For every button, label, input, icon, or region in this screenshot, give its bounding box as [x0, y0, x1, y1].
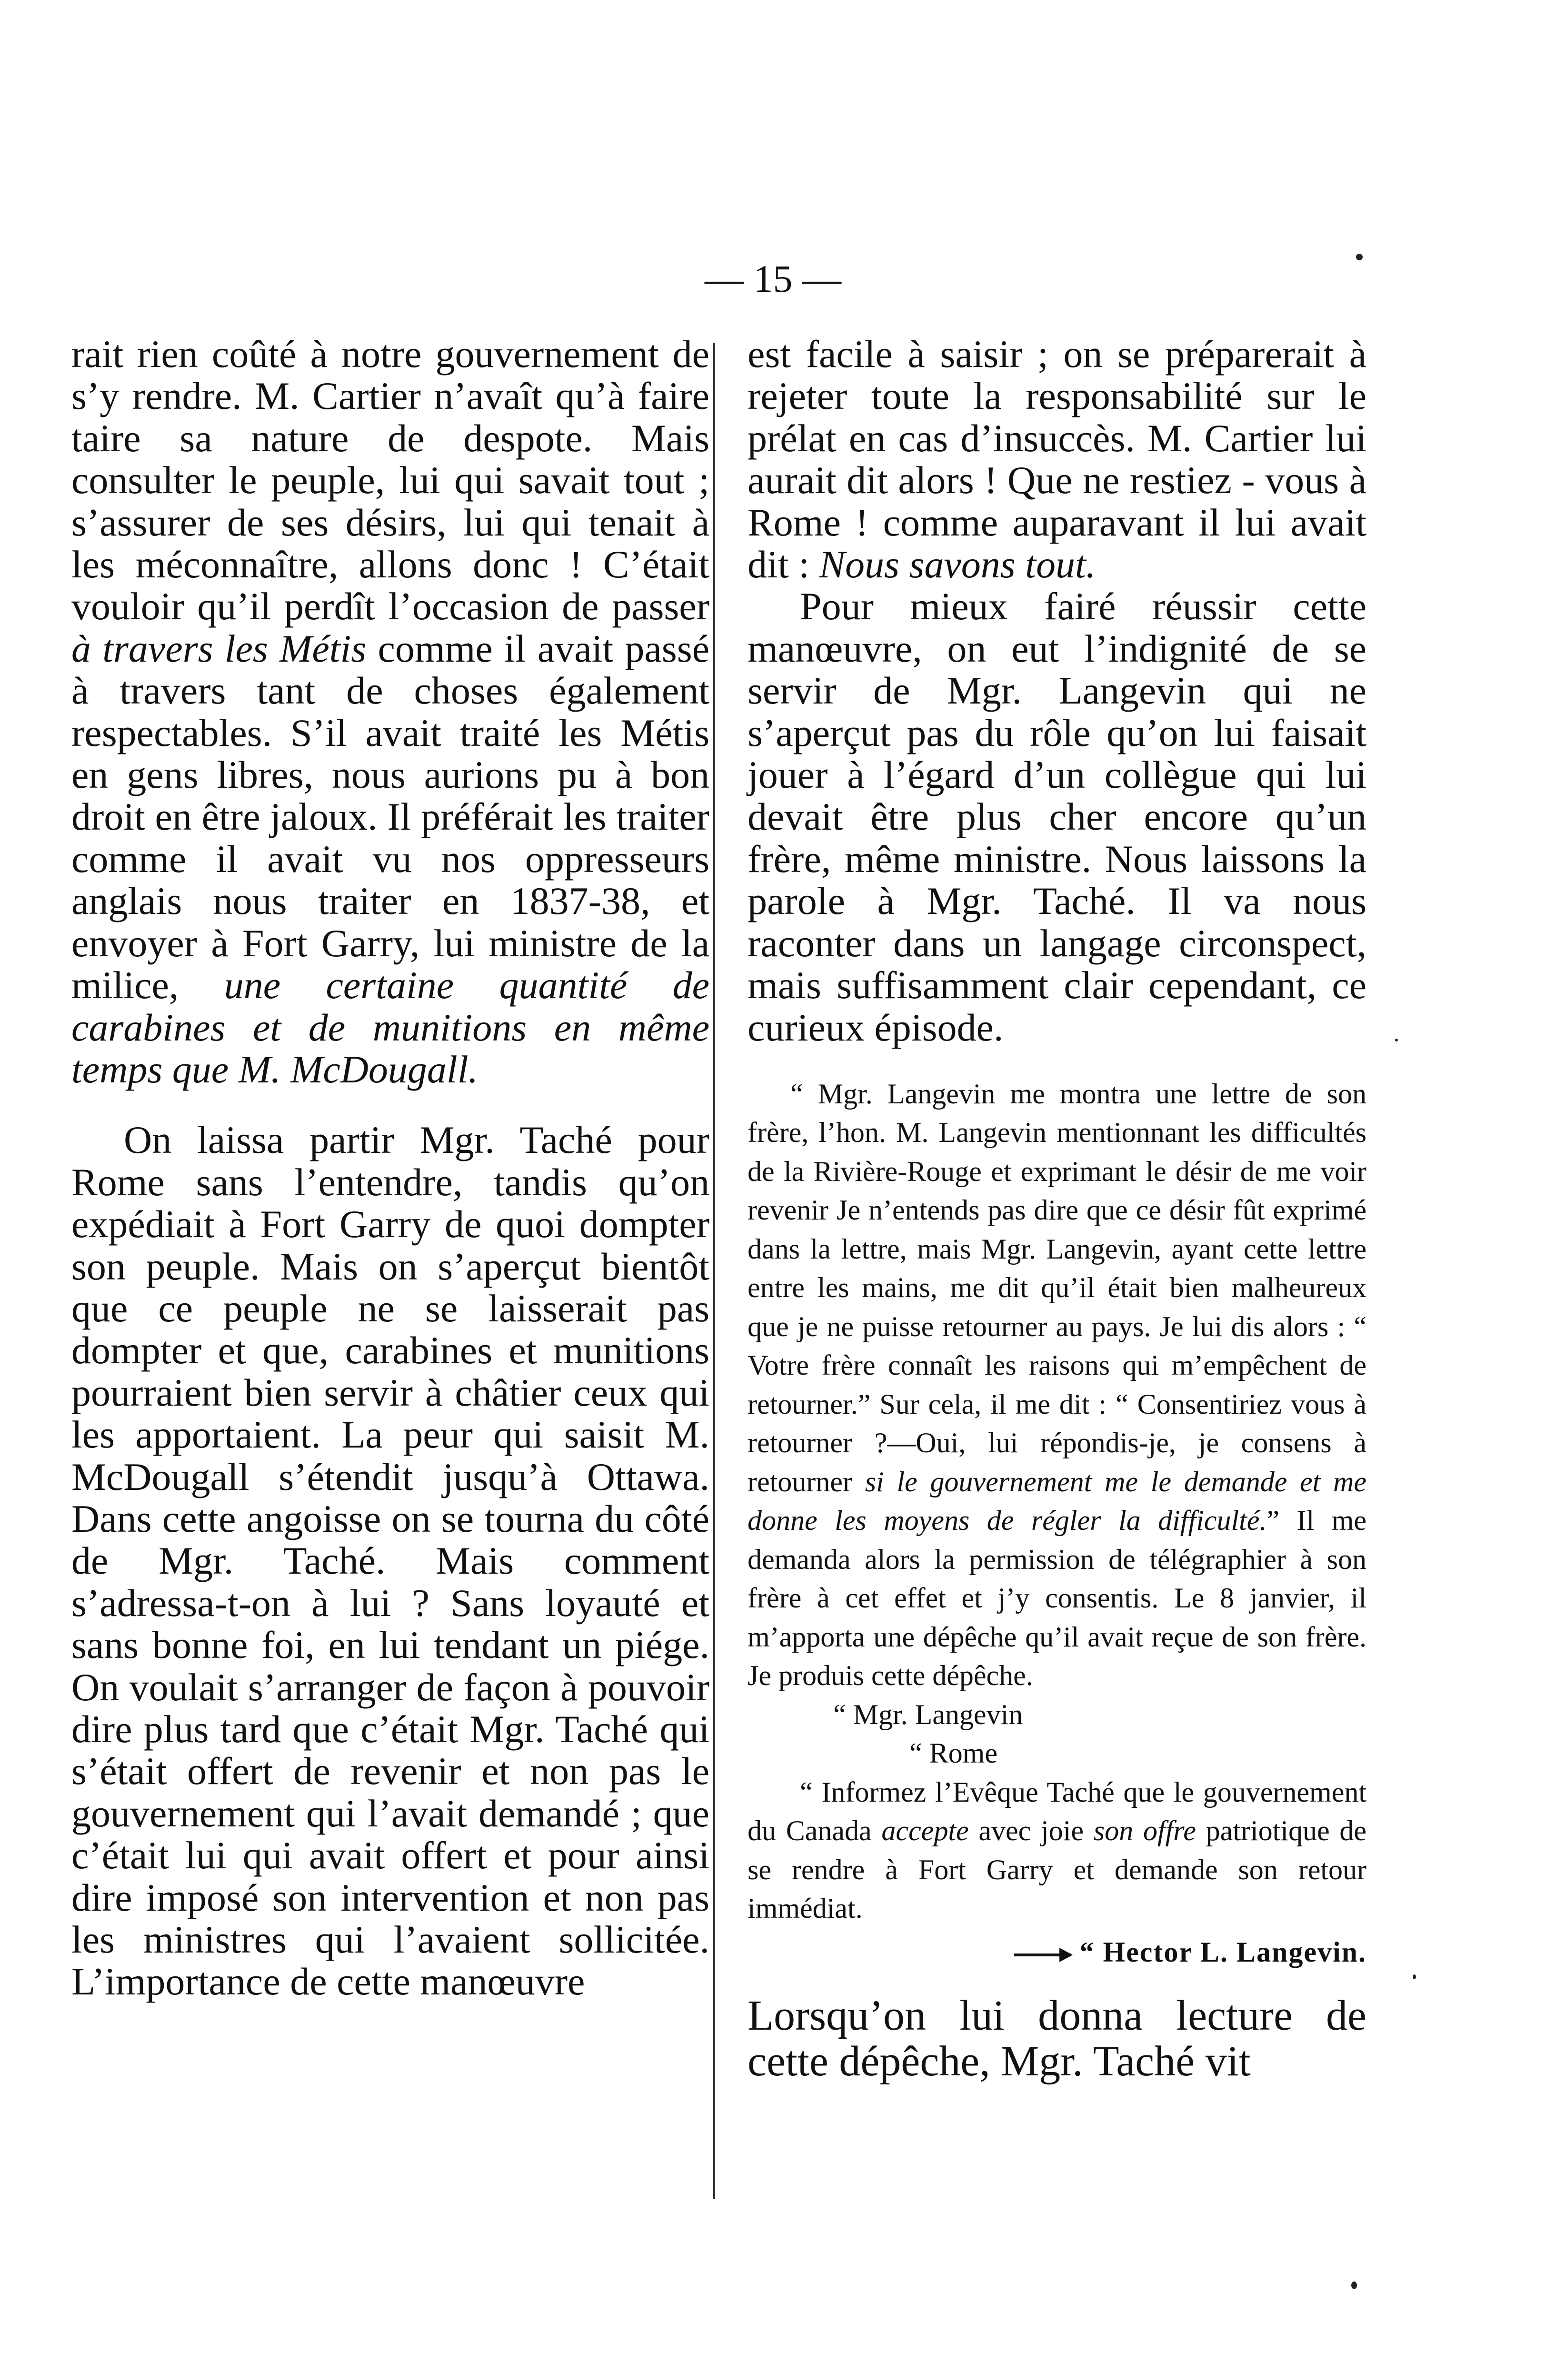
italic-text: à travers les Métis: [71, 626, 367, 670]
telegram-address: “ Rome: [909, 1737, 997, 1769]
paragraph-text: comme il avait passé à travers tant de choses également respectables. S’il avait traité les Métis en gens libres, nous aurions pu à bon droit en être jaloux. Il préférait les traiter comme il avait vu nos oppresseurs anglais nous traiter en 1837-38, et envoyer à Fort Garry, lui ministre de la milice,: [71, 626, 709, 1007]
paragraph: Pour mieux fairé réussir cette manœuvre, on eut l’indignité de se servir de Mgr. Langevin qui ne s’aperçut pas du rôle qu’on lui faisait jouer à l’égard d’un collègue qui lui devait être plus cher encore qu’un frère, même ministre. Nous laissons la parole à Mgr. Taché. Il va nous raconter dans un langage circonspect, mais suffisamment clair cependant, ce curieux épisode.: [748, 585, 1366, 1049]
quote-text: avec joie: [968, 1815, 1094, 1847]
ink-speck: [1351, 2281, 1357, 2289]
page-number: — 15 —: [705, 257, 841, 300]
telegram-text: [748, 1773, 1366, 1928]
italic-text: si le gouvernement me le demande et me donne les moyens de régler la difficulté.: [748, 1466, 1367, 1537]
left-column: [71, 333, 709, 2003]
quote-text: “ Informez l’Evêque Taché que le gouvernement du Canada: [748, 1776, 1366, 1847]
italic-text: une certaine quantité de carabines et de munitions en même temps que M. McDougall.: [71, 963, 709, 1091]
paragraph: On laissa partir Mgr. Taché pour Rome sans l’entendre, tandis qu’on expédiait à Fort Garry de quoi dompter son peuple. Mais on s’aperçut bientôt que ce peuple ne se laisserait pas dompter et que, carabines et munitions pourraient bien servir à châtier ceux qui les apportaient. La peur qui saisit M. McDougall s’étendit jusqu’à Ottawa. Dans cette angoisse on se tourna du côté de Mgr. Taché. Mais comment s’adressa-t-on à lui ? Sans loyauté et sans bonne foi, en lui tendant un piége. On voulait s’arranger de façon à pouvoir dire plus tard que c’était Mgr. Taché qui s’était offert de revenir et non pas le gouvernement qui l’avait demandé ; que c’était lui qui avait offert et pour ainsi dire imposé son intervention et non pas les ministres qui l’avaient sollicitée. L’importance de cette manœuvre: [71, 1118, 709, 2003]
telegram-address: “ Mgr. Langevin: [833, 1698, 1023, 1730]
ink-speck: [1395, 1039, 1398, 1041]
paragraph-text: rait rien coûté à notre gouvernement de s’y rendre. M. Cartier n’avaît qu’à faire taire sa nature de despote. Mais consulter le peuple, lui qui savait tout ; s’assurer de ses désirs, lui qui tenait à les méconnaître, allons donc ! C’était vouloir qu’il perdît l’occasion de passer: [71, 332, 709, 628]
ink-speck: [1356, 254, 1363, 260]
quote-text: patriotique de se rendre à Fort Garry et demande son retour immédiat.: [748, 1815, 1366, 1924]
paragraph: [71, 333, 709, 1091]
paragraph: [748, 333, 1366, 585]
paragraph-text: est facile à saisir ; on se préparerait à rejeter toute la responsabilité sur le prélat en cas d’insuccès. M. Cartier lui aurait dit alors ! Que ne restiez - vous à Rome ! comme auparavant il lui avait dit :: [748, 332, 1366, 586]
italic-text: Nous savons tout.: [819, 543, 1096, 586]
italic-text: son offre: [1093, 1815, 1196, 1847]
quote-text: ” Il me demanda alors la permission de télégraphier à son frère à cet effet et j’y consentis. Le 8 janvier, il m’apporta une dépêche qu’il avait reçue de son frère. Je produis cette dépêche.: [748, 1505, 1366, 1692]
signature: [748, 1933, 1366, 1972]
pointing-hand-icon: [1014, 1954, 1071, 1956]
ink-speck: [1413, 1974, 1416, 1979]
right-column: [748, 333, 1366, 2084]
signature-text: “ Hector L. Langevin.: [1079, 1936, 1366, 1968]
quote-text: “ Mgr. Langevin me montra une lettre de son frère, l’hon. M. Langevin mentionnant les difficultés de la Rivière-Rouge et exprimant le désir de me voir revenir Je n’entends pas dire que ce désir fût exprimé dans la lettre, mais Mgr. Langevin, ayant cette lettre entre les mains, me dit qu’il était bien malheureux que je ne puisse retourner au pays. Je lui dis alors : “ Votre frère connaît les raisons qui m’empêchent de retourner.” Sur cela, il me dit : “ Consentiriez vous à retourner ?—Oui, lui répondis-je, je consens à retourner: [748, 1078, 1366, 1497]
paragraph: Lorsqu’on lui donna lecture de cette dépêche, Mgr. Taché vit: [748, 1992, 1366, 2085]
italic-text: accepte: [881, 1815, 969, 1847]
column-divider: [713, 343, 715, 2199]
quotation: [748, 1075, 1366, 1696]
